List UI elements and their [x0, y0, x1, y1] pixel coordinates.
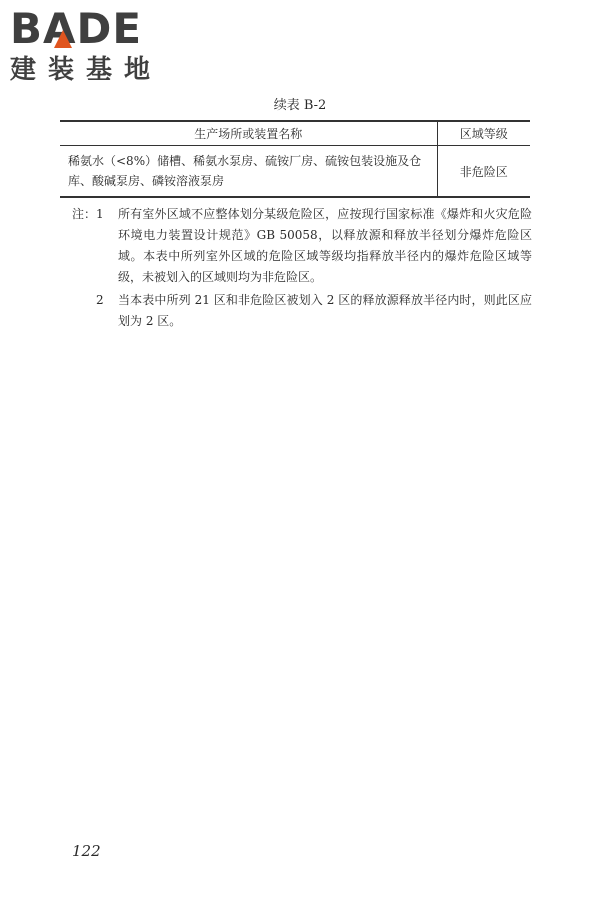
note-text: 所有室外区域不应整体划分某级危险区，应按现行国家标准《爆炸和火灾危险环境电力装置设计规范》GB 50058，以释放源和释放半径划分爆炸危险区域。本表中所列室外区域的危险区域等级均指释放半径内的爆炸危险区域等级，未被划入的区域则均为非危险区。 [118, 207, 532, 284]
page-number: 122 [72, 842, 101, 860]
logo-accent-triangle-icon [54, 30, 72, 48]
header-zone-grade: 区域等级 [437, 121, 530, 146]
note-number: 2 [96, 293, 104, 307]
table-notes [72, 204, 532, 334]
note-item [72, 290, 532, 332]
zone-classification-table [60, 120, 530, 198]
table-header-row [60, 121, 530, 146]
table-row [60, 146, 530, 198]
note-item [72, 204, 532, 288]
note-number: 1 [96, 207, 104, 221]
notes-label: 注： [72, 207, 97, 221]
bade-logo [10, 4, 180, 88]
cell-zone-grade: 非危险区 [437, 146, 530, 198]
note-text: 当本表中所列 21 区和非危险区被划入 2 区的释放源释放半径内时，则此区应划为 2 区。 [118, 293, 532, 328]
table-title: 续表 B-2 [273, 98, 327, 113]
logo-wordmark: BADE [10, 4, 143, 53]
logo-subtitle: 建装基地 [10, 55, 163, 85]
cell-place-name: 稀氨水（<8%）储槽、稀氨水泵房、硫铵厂房、硫铵包装设施及仓库、酸碱泵房、磷铵溶液泵房 [60, 146, 437, 198]
header-place-name: 生产场所或装置名称 [60, 121, 437, 146]
